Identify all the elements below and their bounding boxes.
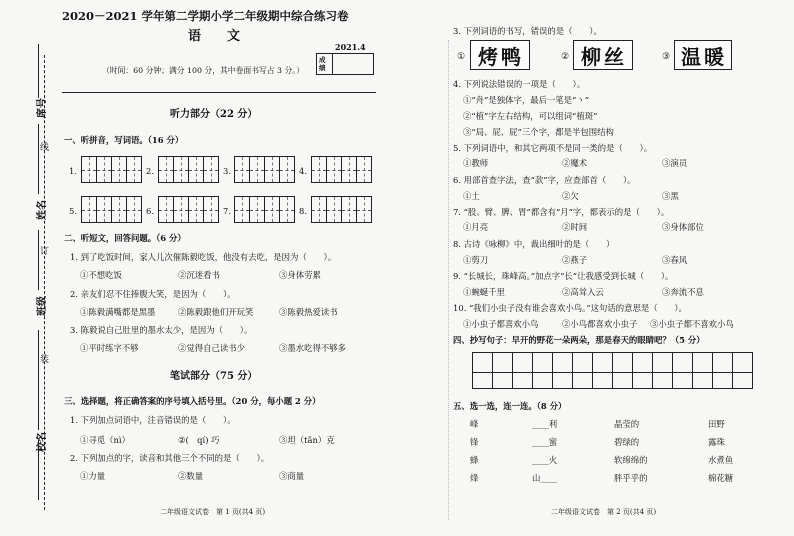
option[interactable]: ①小虫子都喜欢小鸟 bbox=[463, 319, 539, 329]
page-footer-1: 二年级语文试卷 第 1 页(共4 页) bbox=[160, 508, 266, 516]
option[interactable]: ②欠 bbox=[562, 191, 579, 201]
option[interactable]: ③演员 bbox=[662, 158, 688, 168]
exam-title: 2020－2021 学年第二学期小学二年级期中综合练习卷 bbox=[62, 9, 349, 23]
grid-number: 1. bbox=[69, 166, 77, 176]
match-word[interactable]: 山____ bbox=[532, 473, 558, 483]
question-text: 2. 下列加点的字，读音和其他三个不同的是（ ）。 bbox=[70, 453, 270, 463]
page-footer-2: 二年级语文试卷 第 2 页(共4 页) bbox=[551, 508, 657, 516]
margin-label-banji: 班级 bbox=[37, 296, 48, 316]
question-text: 3. 陈毅说自己肚里的墨水太少，是因为（ ）。 bbox=[70, 325, 253, 335]
writing-grid[interactable] bbox=[234, 196, 295, 223]
option[interactable]: ③春风 bbox=[662, 255, 688, 265]
margin-fill-line bbox=[38, 230, 39, 290]
margin-fill-line bbox=[38, 330, 39, 430]
option[interactable]: ②( qí) 巧 bbox=[178, 435, 220, 445]
listening-title: 听力部分（22 分） bbox=[170, 109, 258, 120]
option[interactable]: ②数量 bbox=[178, 471, 204, 481]
match-word[interactable]: ____蜜 bbox=[532, 437, 558, 447]
section3-heading: 三、选择题，将正确答案的序号填入括号里。（20 分，每小题 2 分） bbox=[64, 396, 321, 406]
question-text: 7. “股、臂、脾、胃”都含有“月”字，都表示的是（ ）。 bbox=[453, 207, 670, 217]
subject-title: 语 文 bbox=[188, 29, 241, 44]
grid-number: 4. bbox=[299, 166, 307, 176]
option[interactable]: ②陈毅跟他们开玩笑 bbox=[178, 307, 254, 317]
margin-fill-line bbox=[38, 124, 39, 194]
question-text: 5. 下列词语中，和其它两项不是同一类的是（ ）。 bbox=[453, 143, 653, 153]
margin-word-zhuang: 装 bbox=[40, 355, 50, 365]
option[interactable]: ①剪刀 bbox=[463, 255, 489, 265]
match-adjective[interactable]: 软绵绵的 bbox=[614, 455, 648, 465]
grid-number: 7. bbox=[223, 206, 231, 216]
option[interactable]: ③身体部位 bbox=[662, 222, 704, 232]
option[interactable]: ①月亮 bbox=[463, 222, 489, 232]
score-label: 成绩 bbox=[319, 56, 326, 72]
match-noun[interactable]: 露珠 bbox=[708, 437, 725, 447]
option[interactable]: ②觉得自己读书少 bbox=[178, 343, 245, 353]
option[interactable]: ②小鸟都喜欢小虫子 bbox=[562, 319, 638, 329]
match-char[interactable]: 蜂 bbox=[470, 455, 479, 465]
option[interactable]: ②高耸入云 bbox=[562, 287, 604, 297]
handwritten-char: 丝 bbox=[604, 44, 625, 69]
option[interactable]: ③墨水吃得不够多 bbox=[279, 343, 346, 353]
section2-heading: 二、听短文，回答问题。（6 分） bbox=[64, 233, 186, 243]
option[interactable]: ③“局、屁、屁”三个字，都是半包围结构 bbox=[463, 127, 614, 137]
handwritten-char: 温 bbox=[681, 44, 702, 69]
section4-heading: 四、抄写句子：早开的野花一朵两朵，那是春天的眼睛吧？（5 分） bbox=[453, 335, 705, 345]
grid-number: 8. bbox=[299, 206, 307, 216]
match-char[interactable]: 烽 bbox=[470, 473, 479, 483]
section1-heading: 一、听拼音，写词语。（16 分） bbox=[64, 135, 184, 145]
option[interactable]: ③商量 bbox=[279, 471, 305, 481]
option[interactable]: ②时间 bbox=[562, 222, 588, 232]
writing-grid[interactable] bbox=[81, 156, 142, 183]
margin-fill-line bbox=[38, 440, 39, 500]
option[interactable]: ①力量 bbox=[80, 471, 106, 481]
handwritten-char: 柳 bbox=[581, 44, 602, 69]
option-number: ② bbox=[561, 52, 570, 62]
match-word[interactable]: ____利 bbox=[532, 419, 558, 429]
option[interactable]: ③陈毅热爱读书 bbox=[279, 307, 338, 317]
margin-label-xiaoming: 校名 bbox=[37, 432, 48, 452]
option-number: ① bbox=[457, 52, 466, 62]
option[interactable]: ①陈毅满嘴都是黑墨 bbox=[80, 307, 156, 317]
question-text: 2. 亲友们忍不住捧腹大笑，是因为（ ）。 bbox=[70, 289, 236, 299]
match-word[interactable]: ____火 bbox=[532, 455, 558, 465]
writing-grid[interactable] bbox=[234, 156, 295, 183]
question-text: 1. 下列加点词语中，注音错误的是（ ）。 bbox=[70, 415, 236, 425]
question-text: 8. 古诗《咏柳》中，裁出细叶的是（ ） bbox=[453, 239, 615, 249]
written-title: 笔试部分（75 分） bbox=[170, 371, 258, 382]
option[interactable]: ③坦（tǎn）克 bbox=[279, 435, 335, 445]
question-text: 6. 用部首查字法，查“款”字，应查部首（ ）。 bbox=[453, 175, 636, 185]
exam-info: （时间：60 分钟；满分 100 分，其中卷面书写占 3 分。） bbox=[102, 66, 304, 75]
handwritten-char: 鸭 bbox=[501, 44, 522, 69]
writing-grid[interactable] bbox=[158, 156, 219, 183]
option[interactable]: ③小虫子都不喜欢小鸟 bbox=[650, 319, 734, 329]
margin-word-ding: 订 bbox=[40, 247, 50, 257]
margin-word-xian: 线 bbox=[40, 143, 50, 153]
option[interactable]: ②燕子 bbox=[562, 255, 588, 265]
grid-number: 3. bbox=[223, 166, 231, 176]
option[interactable]: ①不想吃饭 bbox=[80, 270, 122, 280]
margin-fill-line bbox=[38, 44, 39, 98]
match-noun[interactable]: 水煮鱼 bbox=[708, 455, 734, 465]
margin-label-xuehao: 席号 bbox=[37, 98, 48, 118]
option[interactable]: ①蜿蜒千里 bbox=[463, 287, 505, 297]
match-adjective[interactable]: 晶莹的 bbox=[614, 419, 640, 429]
handwritten-word-box[interactable] bbox=[573, 40, 633, 70]
question-text: 4. 下列说法错误的一项是（ ）。 bbox=[453, 79, 586, 89]
handwritten-word-box[interactable] bbox=[674, 40, 732, 70]
match-char[interactable]: 锋 bbox=[470, 437, 479, 447]
match-char[interactable]: 峰 bbox=[470, 419, 479, 429]
option[interactable]: ①土 bbox=[463, 191, 480, 201]
option[interactable]: ②沉迷看书 bbox=[178, 270, 220, 280]
handwritten-char: 暖 bbox=[704, 44, 725, 69]
page-separator bbox=[448, 40, 449, 520]
option[interactable]: ②“植”字左右结构，可以组词“植斑” bbox=[463, 111, 598, 121]
option[interactable]: ①“舟”是独体字，最后一笔是“丶” bbox=[463, 95, 590, 105]
option[interactable]: ②魔术 bbox=[562, 158, 588, 168]
margin-label-xingming: 姓名 bbox=[37, 200, 48, 220]
option[interactable]: ①平时练字不够 bbox=[80, 343, 139, 353]
match-noun[interactable]: 田野 bbox=[708, 419, 725, 429]
question-text: 1. 到了吃饭时间，家人儿次催陈毅吃饭，他没有去吃，是因为（ ）。 bbox=[70, 252, 337, 262]
question-text: 3. 下列词语的书写，错误的是（ ）。 bbox=[453, 26, 602, 36]
header-divider bbox=[62, 92, 376, 93]
option[interactable]: ①教师 bbox=[463, 158, 489, 168]
question-text: 10. “我们小虫子没有谁会喜欢小鸟。”这句话的意思是（ ）。 bbox=[453, 303, 687, 313]
exam-date: 2021.4 bbox=[335, 42, 366, 52]
option[interactable]: ③奔流不息 bbox=[662, 287, 704, 297]
writing-grid[interactable] bbox=[311, 156, 372, 183]
handwritten-word-box[interactable] bbox=[470, 40, 530, 70]
match-adjective[interactable]: 胖乎乎的 bbox=[614, 473, 648, 483]
option[interactable]: ①寻觅（nì） bbox=[80, 435, 130, 445]
grid-number: 6. bbox=[146, 206, 154, 216]
grid-number: 5. bbox=[69, 206, 77, 216]
handwritten-char: 烤 bbox=[478, 44, 499, 69]
copy-sentence-grid[interactable] bbox=[472, 352, 753, 389]
match-adjective[interactable]: 碧绿的 bbox=[614, 437, 640, 447]
score-box-divider bbox=[332, 53, 333, 75]
option[interactable]: ③黑 bbox=[662, 191, 679, 201]
writing-grid[interactable] bbox=[81, 196, 142, 223]
grid-number: 2. bbox=[146, 166, 154, 176]
writing-grid[interactable] bbox=[158, 196, 219, 223]
question-text: 9. “长城长，珠峰高。”加点字“长”让我感受到长城（ ）。 bbox=[453, 271, 674, 281]
option[interactable]: ③身体劳累 bbox=[279, 270, 321, 280]
section5-heading: 五、选一选，连一连。（8 分） bbox=[453, 401, 567, 411]
writing-grid[interactable] bbox=[311, 196, 372, 223]
option-number: ③ bbox=[662, 52, 671, 62]
match-noun[interactable]: 棉花糖 bbox=[708, 473, 734, 483]
